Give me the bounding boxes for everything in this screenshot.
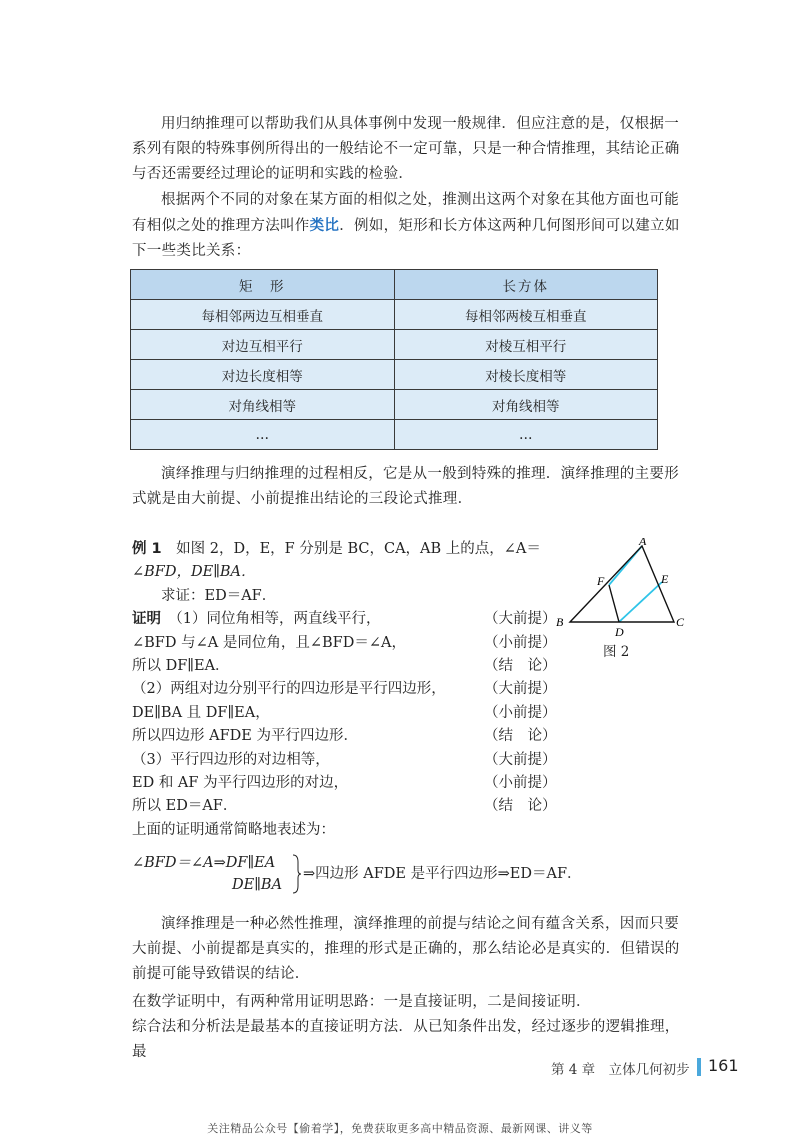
table-cell: 每相邻两棱互相垂直: [394, 300, 658, 330]
paragraph-synthetic: 综合法和分析法是最基本的直接证明方法．从已知条件出发，经过逐步的逻辑推理，最: [132, 1019, 680, 1060]
parallel-line-de: [619, 582, 662, 622]
paragraph-necessity: 演绎推理是一种必然性推理，演绎推理的前提与结论之间有蕴含关系，因而只要大前提、小前提都是真实的，推理的形式是正确的，那么结论必是真实的．但错误的前提可能导致错误的结论．: [132, 916, 680, 982]
table-cell: …: [131, 420, 395, 450]
chapter-title: 第 4 章 立体几何初步: [551, 1062, 690, 1078]
label-f: F: [597, 574, 605, 588]
example-statement-line: ∠BFD，DE∥BA．: [132, 564, 256, 581]
label-c: C: [676, 615, 685, 629]
proof-step: 所以四边形 AFDE 为平行四边形． （结 论）: [132, 728, 557, 745]
page-number: 161: [708, 1056, 739, 1075]
paragraph-deduction: 演绎推理与归纳推理的过程相反，它是从一般到特殊的推理．演绎推理的主要形式就是由大前提、小前提推出结论的三段论式推理．: [132, 466, 679, 507]
proof-step: 所以 ED＝AF． （结 论）: [132, 798, 557, 815]
chain-bottom: DE∥BA: [232, 877, 283, 893]
table-cell: …: [394, 420, 658, 450]
table-header-rectangle: 矩 形: [131, 270, 395, 300]
example-title: 例 1: [132, 541, 162, 557]
example-to-prove: 求证：ED＝AF．: [161, 587, 277, 604]
label-e: E: [661, 572, 669, 586]
paragraph-analogy: 根据两个不同的对象在某方面的相似之处，推测出这两个对象在其他方面也可能有相似之处的推理方法叫作类比．例如，矩形和长方体这两种几何图形间可以建立如下一些类比关系：: [132, 192, 680, 259]
table-row: [131, 300, 658, 330]
table-cell: 对边互相平行: [131, 330, 395, 360]
label-b: B: [556, 615, 564, 629]
proof-step: （3）平行四边形的对边相等， （大前提）: [132, 751, 557, 768]
chain-result: ⇒四边形 AFDE 是平行四边形⇒ED＝AF．: [303, 866, 582, 882]
analogy-table: [130, 269, 658, 450]
table-cell: 对棱长度相等: [394, 360, 658, 390]
paragraph-induction: 用归纳推理可以帮助我们从具体事例中发现一般规律．但应注意的是，仅根据一系列有限的特殊事例所得出的一般结论不一定可靠，只是一种合情推理，其结论正确与否还需要经过理论的证明和实践的检验．: [132, 116, 680, 182]
example-block: [132, 538, 557, 842]
proof-summary: 上面的证明通常简略地表述为：: [132, 821, 335, 838]
proof-step: ∠BFD 与∠A 是同位角，且∠BFD＝∠A， （小前提）: [132, 634, 557, 651]
label-a: A: [639, 538, 647, 548]
table-row: [131, 330, 658, 360]
label-d: D: [615, 625, 624, 639]
table-cell: 每相邻两边互相垂直: [131, 300, 395, 330]
proof-step: 证明 （1）同位角相等，两直线平行， （大前提）: [132, 611, 557, 628]
chain-top: ∠BFD＝∠A⇒DF∥EA: [132, 855, 276, 871]
proof-step: （2）两组对边分别平行的四边形是平行四边形， （大前提）: [132, 681, 557, 698]
term-analogy: 类比: [309, 217, 340, 234]
proof-step: ED 和 AF 为平行四边形的对边， （小前提）: [132, 774, 557, 791]
paragraph-proof-methods: 在数学证明中，有两种常用证明思路：一是直接证明，二是间接证明．: [132, 994, 591, 1010]
triangle-abc: [570, 546, 674, 622]
brace-icon: [292, 854, 302, 894]
table-cell: 对边长度相等: [131, 360, 395, 390]
table-header-cuboid: 长方体: [394, 270, 658, 300]
proof-label: 证明: [132, 611, 161, 628]
table-header-row: [131, 270, 658, 300]
figure-caption: 图 2: [603, 644, 630, 660]
table-cell: 对棱互相平行: [394, 330, 658, 360]
table-row: [131, 420, 658, 450]
footer-accent-bar: [697, 1058, 701, 1076]
segment-fd: [609, 585, 619, 622]
table-row: [131, 360, 658, 390]
proof-step: 所以 DF∥EA． （结 论）: [132, 657, 557, 674]
proof-chain: [132, 852, 592, 896]
proof-step: DE∥BA 且 DF∥EA， （小前提）: [132, 704, 557, 721]
table-cell: 对角线相等: [394, 390, 658, 420]
table-cell: 对角线相等: [131, 390, 395, 420]
example-statement-line: 例 1 如图 2，D，E，F 分别是 BC，CA，AB 上的点，∠A＝: [132, 541, 541, 557]
watermark-note: 关注精品公众号【偷着学】，免费获取更多高中精品资源、最新网课、讲义等: [207, 1122, 593, 1135]
table-row: [131, 390, 658, 420]
